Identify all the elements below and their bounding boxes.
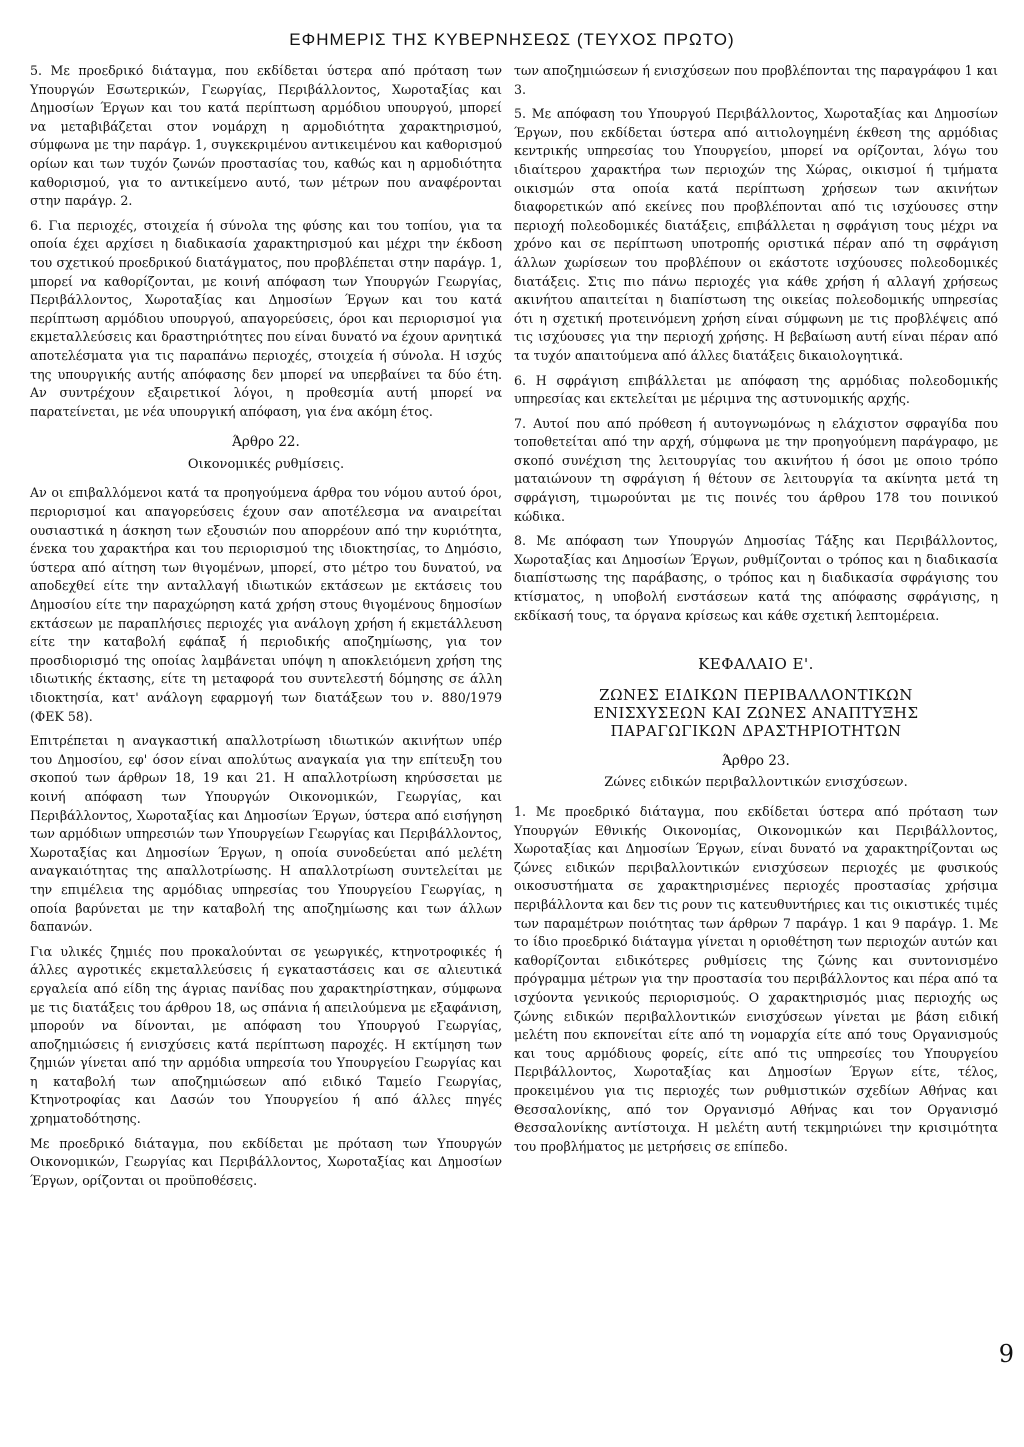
paragraph: Αν οι επιβαλλόμενοι κατά τα προηγούμενα άρθρα του νόμου αυτού όροι, περιορισμοί και απαγορεύσεις έχουν σαν αποτέλεσμα να αναιρείται ουσιαστικά η άσκηση των εξουσιών που απορρέουν από την κυριότητα, ένεκα του χαρακτήρα και του περιορισμού της ιδιοκτησίας, το Δημόσιο, ύστερα από αίτηση των θιγομένων, μπορεί, στο μέτρο του δυνατού, να αποδεχθεί είτε την ανταλλαγή ιδιωτικών εκτάσεων με εκτάσεις του Δημοσίου είτε την παραχώρηση κατά χρήση στους θιγομένους δημοσίων εκτάσεων με παραπλήσιες περιοχές για ανάλογη χρήση ή εκμετάλλευση είτε την καταβολή εφάπαξ ή περιοδικής αποζημίωσης, για τον προσδιορισμό της οποίας λαμβάνεται υπόψη η αποκλειόμενη χρήση της ιδιωτικής έκτασης, είτε τη μεταφορά του συντελεστή δόμησης σε άλλη ιδιοκτησία, κατ' ανάλογη εφαρμογή των διατάξεων του ν. 880/1979 (ΦΕΚ 58). xyxy=(30,485,502,724)
gazette-header: ΕΦΗΜΕΡΙΣ ΤΗΣ ΚΥΒΕΡΝΗΣΕΩΣ (ΤΕΥΧΟΣ ΠΡΩΤΟ) xyxy=(289,30,735,49)
paragraph: 5. Με απόφαση του Υπουργού Περιβάλλοντος, Χωροταξίας και Δημοσίων Έργων, που εκδίδεται ύστερα από αιτιολογημένη έκθεση της αρμόδιας κεντρικής υπηρεσίας του Υπουργείου, μπορεί να ορίζονται, λόγω του ιδιαίτερου χαρακτήρα των περιοχών της Χώρας, οικισμοί ή τμήματα οικισμών στα οποία κατά περίπτωση χρήσεων των ακινήτων διαφορετικών από εκείνες που προβλέπονται από τις ισχύουσες στην περιοχή πολεοδομικές διατάξεις, επιβάλλεται η σφράγιση τους μέχρι να χρόνο και σε περίπτωση υποτροπής οριστικά πέραν από τη σφράγιση άλλων χωρίσεων του προβλέπουν οι εκάστοτε ισχύουσες πολεοδομικές διατάξεις. Στις πιο πάνω περιοχές για κάθε χρήση ή αλλαγή χρήσεως ακινήτου απαιτείται η διαπίστωση της οικείας πολεοδομικής υπηρεσίας ότι η σχετική προτεινόμενη χρήση είναι σύμφωνη με τις προβλέψεις από τις ισχύουσες για την περιοχή χρήσης. Η βεβαίωση αυτή είναι πέραν από τα τυχόν απαιτούμενα από άλλες διατάξεις δικαιολογητικά. xyxy=(514,106,998,363)
paragraph: 7. Αυτοί που από πρόθεση ή αυτογνωμόνως η ελάχιστον σφραγίδα που τοποθετείται από την αρχή, σύμφωνα με την προηγούμενη παράγραφο, με σκοπό συνέχιση της λειτουργίας του ακινήτου ή όσοι με οποιο τρόπο ματαιώνουν τη σφράγιση ή θέτουν σε λειτουργία τα ακίνητα μετά τη σφράγιση, τιμωρούνται με τις ποινές του άρθρου 178 του ποινικού κώδικα. xyxy=(514,415,998,524)
paragraph: Με προεδρικό διάταγμα, που εκδίδεται με πρόταση των Υπουργών Οικονομικών, Γεωργίας και Περιβάλλοντος, Χωροταξίας και Δημοσίων Έργων, ορίζονται οι προϋποθέσεις. xyxy=(30,1135,502,1188)
paragraph: 8. Με απόφαση των Υπουργών Δημοσίας Τάξης και Περιβάλλοντος, Χωροταξίας και Δημοσίων Έργων, ρυθμίζονται ο τρόπος και η διαδικασία διαπίστωσης της παράβασης, ο τρόπος και η διαδικασία σφράγισης του κτίσματος, η υποβολή ενστάσεων κατά της απόφασης σφράγισης, η εκδίκασή τους, τα όργανα κρίσεως και κάθε σχετική λεπτομέρεια. xyxy=(514,533,998,623)
article-heading: Άρθρο 23. xyxy=(722,752,790,769)
article-subtitle: Οικονομικές ρυθμίσεις. xyxy=(187,456,345,472)
paragraph: των αποζημιώσεων ή ενισχύσεων που προβλέπονται της παραγράφου 1 και 3. xyxy=(514,63,998,97)
paragraph: 6. Η σφράγιση επιβάλλεται με απόφαση της αρμόδιας πολεοδομικής υπηρεσίας και εκτελείται με μέριμνα της αστυνομικής αρχής. xyxy=(514,372,998,407)
section-title-line: ΕΝΙΣΧΥΣΕΩΝ ΚΑΙ ΖΩΝΕΣ ΑΝΑΠΤΥΞΗΣ xyxy=(593,703,919,722)
section-title-line: ΠΑΡΑΓΩΓΙΚΩΝ ΔΡΑΣΤΗΡΙΟΤΗΤΩΝ xyxy=(610,721,902,740)
chapter-heading: ΚΕΦΑΛΑΙΟ Ε'. xyxy=(698,655,814,674)
article-subtitle: Ζώνες ειδικών περιβαλλοντικών ενισχύσεων. xyxy=(604,775,908,791)
paragraph: 1. Με προεδρικό διάταγμα, που εκδίδεται ύστερα από πρόταση των Υπουργών Εθνικής Οικονομίας, Οικονομικών και Περιβάλλοντος, Χωροταξίας και Δημοσίων Έργων, είναι δυνατό να χαρακτηρίζονται ως ζώνες ειδικών περιβαλλοντικών ενισχύσεων περιοχές με φυσικούς οικοσυστήματα σε χαρακτηρισμένες περιοχές προστασίας χρήσιμα περιβάλλοντα και δεν τις ρουν τις κατευθυντήριες και τις οικιστικές τιμές των παραμέτρων ποιότητας των άρθρων 7 παράγρ. 1 και 9 παράγρ. 1. Με το ίδιο προεδρικό διάταγμα γίνεται η οριοθέτηση των περιοχών αυτών και καθορίζονται ειδικότερες ρυθμίσεις της ζώνης και συντονισμένο πρόγραμμα μέτρων για την προστασία του περιβάλλοντος και πέρα από τα ισχύοντα γενικούς περιορισμούς. Ο χαρακτηρισμός μιας περιοχής ως ζώνης ειδικών περιβαλλοντικών ενισχύσεων γίνεται με βάση ειδική μελέτη που εκπονείται είτε από τη νομαρχία είτε από τους Οργανισμούς και τους αρμόδιους φορείς, είτε από τις υπηρεσίες του Υπουργείου Περιβάλλοντος, Χωροταξίας και Δημοσίων Έργων είτε, τέλος, προκειμένου για τις περιοχές των ρυθμιστικών σχεδίων Αθήνας και Θεσσαλονίκης, από τον Οργανισμό Αθήνας και τον Οργανισμό Θεσσαλονίκης αντίστοιχα. Η μελέτη αυτή τεκμηριώνει την κρισιμότητα του προβλήματος με μετρήσεις σε επίπεδο. xyxy=(514,804,998,1154)
right-column xyxy=(514,62,998,1162)
section-title-line: ΖΩΝΕΣ ΕΙΔΙΚΩΝ ΠΕΡΙΒΑΛΛΟΝΤΙΚΩΝ xyxy=(599,685,913,704)
paragraph: Επιτρέπεται η αναγκαστική απαλλοτρίωση ιδιωτικών ακινήτων υπέρ του Δημοσίου, εφ' όσον είναι απολύτως αναγκαία για την επίτευξη του σκοπού των άρθρων 18, 19 και 21. Η απαλλοτρίωση κηρύσσεται με κοινή απόφαση των Υπουργών Οικονομικών, Γεωργίας, και Περιβάλλοντος, Χωροταξίας και Δημοσίων Έργων, ύστερα από εισήγηση των αρμόδιων υπηρεσιών των Υπουργείων Γεωργίας και Περιβάλλοντος, Χωροταξίας και Δημοσίων Έργων, η οποία συνοδεύεται από μελέτη αναγκαιότητας της απαλλοτρίωσης. Η απαλλοτρίωση συντελείται με την επιμέλεια της αρμόδιας υπηρεσίας του Υπουργείου Γεωργίας, η οποία βαρύνεται με την καταβολή της αποζημίωσης και των άλλων δαπανών. xyxy=(30,733,502,935)
article-heading: Άρθρο 22. xyxy=(232,434,300,451)
paragraph: 5. Με προεδρικό διάταγμα, που εκδίδεται ύστερα από πρόταση των Υπουργών Εσωτερικών, Γεωργίας, Περιβάλλοντος, Χωροταξίας και Δημοσίων Έργων και του κατά περίπτωση αρμόδιου υπουργού, μπορεί να μεταβιβάζεται στον νομάρχη η αρμοδιότητα χαρακτηρισμού, σύμφωνα με την παράγρ. 1, συγκεκριμένου αντικειμένου και καθορισμού ορίων και των τυχόν ζωνών προστασίας του, καθώς και η αρμοδιότητα καθορισμού, για το αντικείμενο αυτό, των μέτρων που αναφέρονται στην παράγρ. 2. xyxy=(30,63,502,209)
paragraph: Για υλικές ζημιές που προκαλούνται σε γεωργικές, κτηνοτροφικές ή άλλες αγροτικές εκμεταλλεύσεις ή εγκαταστάσεις και σε αλιευτικά εργαλεία από είδη της άγριας πανίδας που χαρακτηρίστηκαν, σύμφωνα με τις διατάξεις του άρθρου 18, ως σπάνια ή απειλούμενα με εξαφάνιση, μπορούν να δίνονται, με απόφαση του Υπουργού Γεωργίας, αποζημιώσεις ή ενισχύσεις κατά περίπτωση παροχές. Η εκτίμηση των ζημιών γίνεται από την αρμόδια υπηρεσία του Υπουργείου Γεωργίας και η καταβολή των αποζημιώσεων από ειδικό Ταμείο Γεωργίας, Κτηνοτροφίας και Δασών του Υπουργείου ή από άλλες πηγές χρηματοδότησης. xyxy=(30,943,502,1127)
page-marker: 9 xyxy=(998,1340,1014,1368)
paragraph: 6. Για περιοχές, στοιχεία ή σύνολα της φύσης και του τοπίου, για τα οποία έχει αρχίσει η διαδικασία χαρακτηρισμού και μέχρι την έκδοση του σχετικού προεδρικού διατάγματος, που προβλέπεται στην παράγρ. 1, μπορεί να καθορίζονται, με κοινή απόφαση των Υπουργών Γεωργίας, Περιβάλλοντος, Χωροταξίας και Δημοσίων Έργων και του κατά περίπτωση αρμόδιου υπουργού, απαγορεύσεις, όροι και περιορισμοί για εκμεταλλεύσεις και δραστηριότητες που είναι δυνατό να έχουν αρνητικά αποτελέσματα για τις παραπάνω περιοχές, στοιχεία ή σύνολα. Η ισχύς της υπουργικής αυτής απόφασης δεν μπορεί να υπερβαίνει τα δύο έτη. Αν συντρέχουν εξαιρετικοί λόγοι, η προθεσμία αυτή μπορεί να παρατείνεται, με νέα υπουργική απόφαση, για ένα ακόμη έτος. xyxy=(30,217,502,419)
left-column xyxy=(30,62,502,1196)
